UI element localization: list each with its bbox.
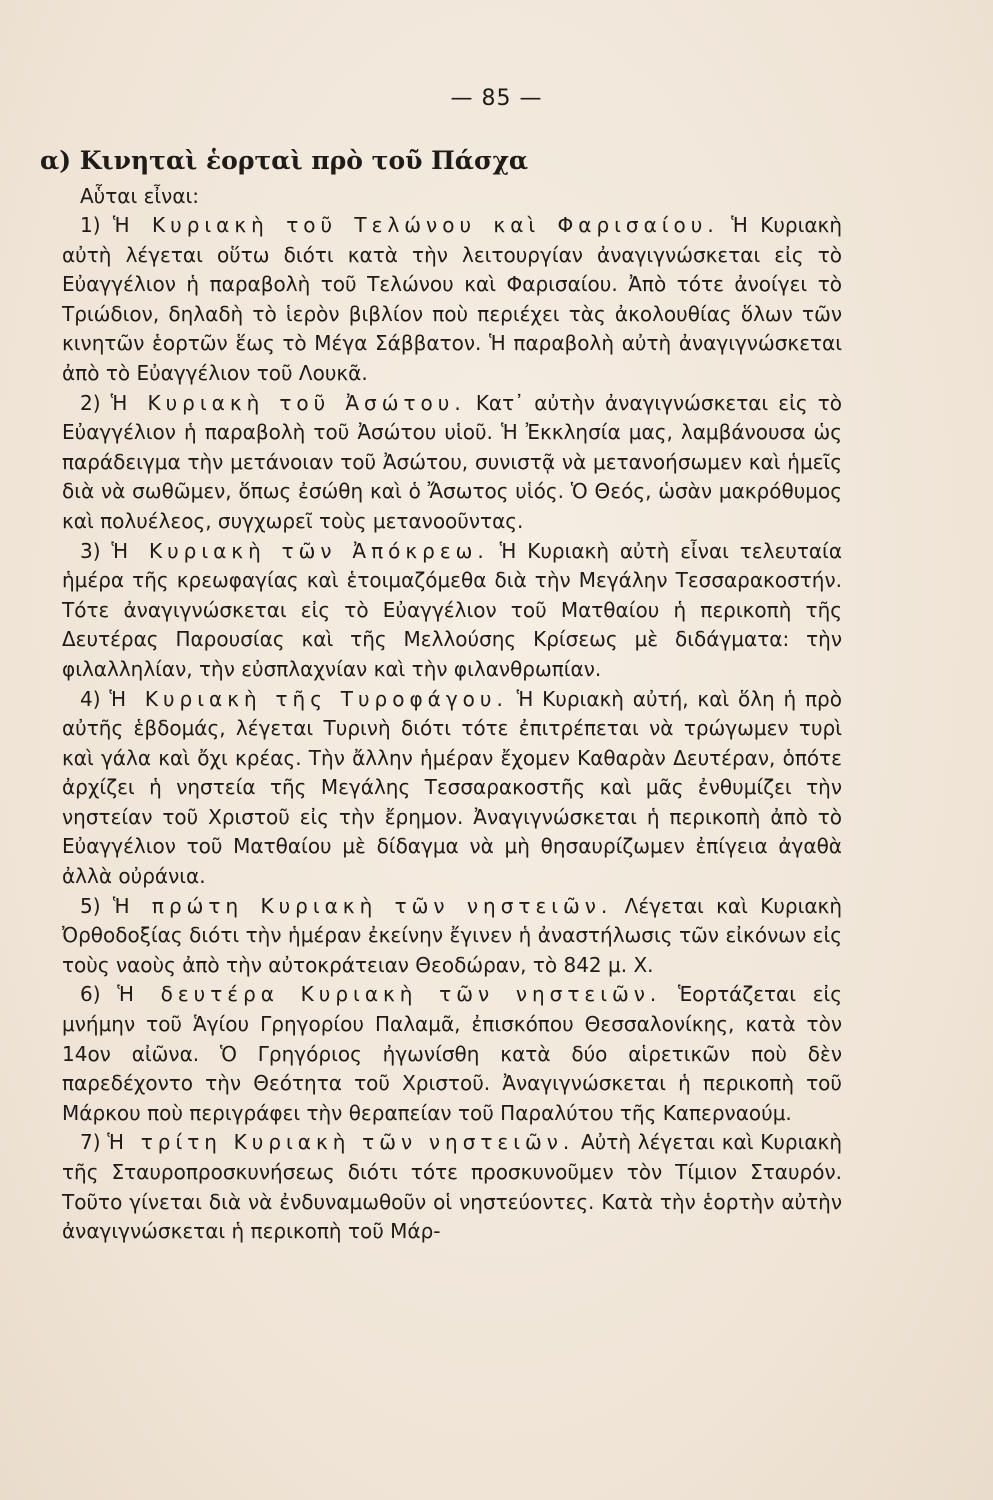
entry-title: Ἡ Κυριακὴ τοῦ Ἀσώτου. [110,390,466,415]
entry-text: Κατ᾽ αὐτὴν ἀναγιγνώσκεται εἰς τὸ Εὐαγγέλιον ἡ παραβολὴ τοῦ Ἀσώτου υἱοῦ. Ἡ Ἐκκλησία μας, λαμβάνουσα ὡς παράδειγμα τὴν μετάνοιαν τοῦ Ἀσώτου, συνιστᾷ νὰ μετανοήσωμεν καὶ ἡμεῖς διὰ νὰ σωθῶμεν, ὅπως ἐσώθη καὶ ὁ Ἄσωτος υἱός. Ὁ Θεός, ὡσὰν μακρόθυμος καὶ πολυέλεος, συγχωρεῖ τοὺς μετανοοῦντας. [62,390,843,533]
entry-title: Ἡ πρώτη Κυριακὴ τῶν νηστειῶν. [112,893,613,918]
entry-6 [62,980,842,1128]
entry-number: 4) [80,686,101,711]
entry-title: Ἡ Κυριακὴ τῆς Τυροφάγου. [109,686,508,711]
page-content [40,146,843,1247]
entry-number: 6) [80,982,101,1007]
entry-text: Λέγεται καὶ Κυριακὴ Ὀρθοδοξίας διότι τὴν ἡμέραν ἐκείνην ἔγινεν ἡ ἀναστήλωσις τῶν εἰκόνων εἰς τοὺς ναοὺς ἀπὸ τὴν αὐτοκράτειαν Θεοδώραν, τὸ 842 μ. Χ. [62,893,842,977]
entry-text: Ἡ Κυριακὴ αὐτή, καὶ ὅλη ἡ πρὸ αὐτῆς ἑβδομάς, λέγεται Τυρινὴ διότι τότε ἐπιτρέπεται νὰ τρώγωμεν τυρὶ καὶ γάλα καὶ ὄχι κρέας. Τὴν ἄλλην ἡμέραν ἔχομεν Καθαρὰν Δευτέραν, ὁπότε ἀρχίζει ἡ νηστεία τῆς Μεγάλης Τεσσαρακοστῆς καὶ μᾶς ἐνθυμίζει τὴν νηστείαν τοῦ Χριστοῦ εἰς τὴν ἔρημον. Ἀναγιγνώσκεται ἡ περικοπὴ ἀπὸ τὸ Εὐαγγέλιον τοῦ Ματθαίου μὲ δίδαγμα νὰ μὴ θησαυρίζωμεν ἐπίγεια ἀγαθὰ ἀλλὰ οὐράνια. [62,686,842,889]
entry-5 [62,892,842,981]
section-heading: α) Κινηταὶ ἑορταὶ πρὸ τοῦ Πάσχα [40,146,529,175]
entry-text: Ἡ Κυριακὴ αὐτὴ λέγεται οὕτω διότι κατὰ τὴν λειτουργίαν ἀναγιγνώσκεται εἰς τὸ Εὐαγγέλιον ἡ παραβολὴ τοῦ Τελώνου καὶ Φαρισαίου. Ἀπὸ τότε ἀνοίγει τὸ Τριώδιον, δηλαδὴ τὸ ἱερὸν βιβλίον ποὺ περιέχει τὰς ἀκολουθίας ὅλων τῶν κινητῶν ἑορτῶν ἕως τὸ Μέγα Σάββατον. Ἡ παραβολὴ αὐτὴ ἀναγιγνώσκεται ἀπὸ τὸ Εὐαγγέλιον τοῦ Λουκᾶ. [62,213,842,385]
intro-line: Αὗται εἶναι: [80,184,200,208]
entry-1 [62,211,842,389]
entry-title: Ἡ τρίτη Κυριακὴ τῶν νηστειῶν. [107,1130,575,1155]
entry-number: 3) [80,538,101,563]
entry-2 [62,389,842,537]
entry-number: 1) [80,213,101,237]
entry-7 [62,1128,842,1246]
entry-text: Ἑορτάζεται εἰς μνήμην τοῦ Ἁγίου Γρηγορίου Παλαμᾶ, ἐπισκόπου Θεσσαλονίκης, κατὰ τὸν 14ον αἰῶνα. Ὁ Γρηγόριος ἠγωνίσθη κατὰ δύο αἱρετικῶν ποὺ δὲν παρεδέχοντο τὴν Θεότητα τοῦ Χριστοῦ. Ἀναγιγνώσκεται ἡ περικοπὴ τοῦ Μάρκου ποὺ περιγράφει τὴν θεραπείαν τοῦ Παραλύτου τῆς Καπερναούμ. [62,982,843,1125]
entry-title: Ἡ Κυριακὴ τῶν Ἀπόκρεω. [111,538,489,563]
entry-text: Αὐτὴ λέγεται καὶ Κυριακὴ τῆς Σταυροπροσκυνήσεως διότι τότε προσκυνοῦμεν τὸν Τίμιον Σταυρόν. Τοῦτο γίνεται διὰ νὰ ἐνδυναμωθοῦν οἱ νηστεύοντες. Κατὰ τὴν ἑορτὴν αὐτὴν ἀναγιγνώσκεται ἡ περικοπὴ τοῦ Μάρ- [62,1130,843,1244]
entry-number: 5) [80,893,101,918]
entry-number: 7) [80,1130,101,1155]
entry-number: 2) [80,390,101,415]
entry-4 [62,685,842,892]
entry-text: Ἡ Κυριακὴ αὐτὴ εἶναι τελευταία ἡμέρα τῆς κρεωφαγίας καὶ ἑτοιμαζόμεθα διὰ τὴν Μεγάλην Τεσσαρακοστήν. Τότε ἀναγιγνώσκεται εἰς τὸ Εὐαγγέλιον τοῦ Ματθαίου ἡ περικοπὴ τῆς Δευτέρας Παρουσίας καὶ τῆς Μελλούσης Κρίσεως μὲ διδάγματα: τὴν φιλαλληλίαν, τὴν εὐσπλαχνίαν καὶ τὴν φιλανθρωπίαν. [62,538,843,681]
entry-title: Ἡ Κυριακὴ τοῦ Τελώνου καὶ Φαρισαίου. [112,213,719,237]
entry-title: Ἡ δευτέρα Κυριακὴ τῶν νηστειῶν. [117,982,662,1007]
entry-3 [62,537,842,685]
page-number: — 85 — [450,86,543,111]
